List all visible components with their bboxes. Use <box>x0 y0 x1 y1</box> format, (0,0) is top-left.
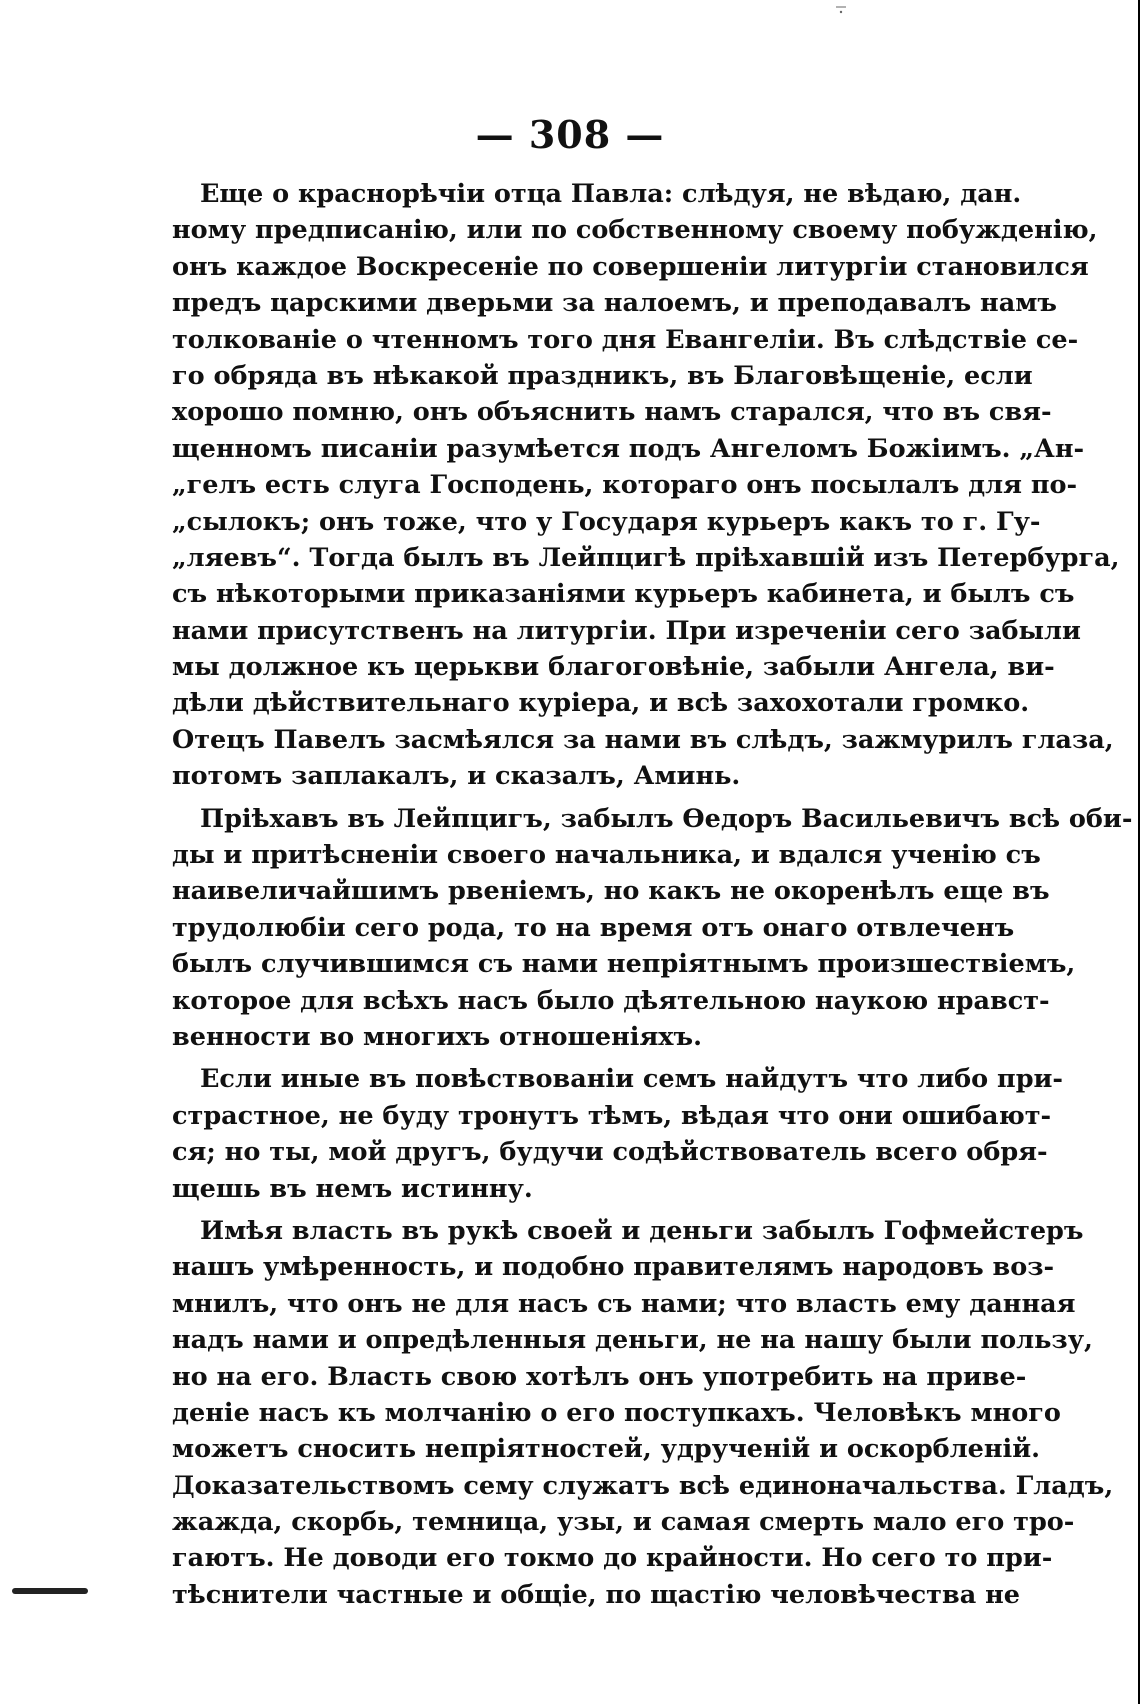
top-margin-mark <box>834 0 848 12</box>
text-line: страстное, не буду тронутъ тѣмъ, вѣдая что они ошибают- <box>172 1100 1052 1131</box>
text-line: щешь въ немъ истинну. <box>172 1173 533 1204</box>
text-line: мы должное къ церькви благоговѣніе, забыли Ангела, ви- <box>172 652 1055 683</box>
text-line: хорошо помню, онъ объяснить намъ старался, что въ свя- <box>172 397 1052 428</box>
text-line: нами присутственъ на литургіи. При изреченіи сего забыли <box>172 615 1081 646</box>
text-line: нашъ умѣренность, и подобно правителямъ народовъ воз- <box>172 1252 1055 1283</box>
text-line: толкованіе о чтенномъ того дня Евангеліи. Въ слѣдствіе се- <box>172 324 1079 355</box>
text-line: венности во многихъ отношеніяхъ. <box>172 1021 702 1052</box>
text-line: трудолюбіи сего рода, то на время отъ онаго отвлеченъ <box>172 912 1015 943</box>
text-line: потомъ заплакалъ, и сказалъ, Аминь. <box>172 761 741 792</box>
text-line: Доказательствомъ сему служатъ всѣ единоначальства. Гладъ, <box>172 1470 1114 1501</box>
paragraph <box>172 176 1120 795</box>
text-line: „гелъ есть слуга Господень, котораго онъ посылалъ для по- <box>172 470 1078 501</box>
text-line: Еще о краснорѣчіи отца Павла: слѣдуя, не вѣдаю, дан. <box>200 179 1022 209</box>
text-line: дѣли дѣйствительнаго куріера, и всѣ захохотали громко. <box>172 688 1030 719</box>
text-line: онъ каждое Воскресеніе по совершеніи литургіи становился <box>172 251 1089 282</box>
text-line: надъ нами и опредѣленныя деньги, не на нашу были пользу, <box>172 1325 1093 1356</box>
text-line: Отецъ Павелъ засмѣялся за нами въ слѣдъ, зажмурилъ глаза, <box>172 724 1114 755</box>
text-line: гаютъ. Не доводи его токмо до крайности. Но сего то при- <box>172 1543 1053 1574</box>
text-line: наивеличайшимъ рвеніемъ, но какъ не окоренѣлъ еще въ <box>172 876 1050 907</box>
paragraph <box>172 801 1133 1056</box>
text-line: „сылокъ; онъ тоже, что у Государя курьеръ какъ то г. Гу- <box>172 506 1041 537</box>
text-line: былъ случившимся съ нами непріятнымъ произшествіемъ, <box>172 949 1076 980</box>
text-line: но на его. Власть свою хотѣлъ онъ употребить на приве- <box>172 1361 1027 1392</box>
text-line: го обряда въ нѣкакой праздникъ, въ Благовѣщеніе, если <box>172 360 1033 391</box>
body-text <box>172 176 1133 1619</box>
text-line: щенномъ писаніи разумѣется подъ Ангеломъ Божіимъ. „Ан- <box>172 433 1085 464</box>
text-line: тѣснители частные и общіе, по щастію человѣчества не <box>172 1579 1020 1610</box>
text-line: деніе насъ къ молчанію о его поступкахъ. Человѣкъ много <box>172 1397 1061 1428</box>
text-line: ному предписанію, или по собственному своему побужденію, <box>172 215 1098 246</box>
text-line: съ нѣкоторыми приказаніями курьеръ кабинета, и былъ съ <box>172 579 1075 610</box>
text-line: мнилъ, что онъ не для насъ съ нами; что власть ему данная <box>172 1288 1076 1319</box>
text-line: ды и притѣсненіи своего начальника, и вдался ученію съ <box>172 840 1041 871</box>
text-line: Если иные въ повѣствованіи семъ найдутъ что либо при- <box>200 1064 1064 1095</box>
text-line: которое для всѣхъ насъ было дѣятельною наукою нравст- <box>172 985 1050 1016</box>
text-line: жажда, скорбь, темница, узы, и самая смерть мало его тро- <box>172 1507 1075 1538</box>
text-line: Имѣя власть въ рукѣ своей и деньги забылъ Гофмейстеръ <box>200 1215 1084 1246</box>
page-number: — 308 — <box>475 112 665 157</box>
text-line: можетъ сносить непріятностей, удрученій и оскорбленій. <box>172 1434 1041 1465</box>
text-line: „ляевъ“. Тогда былъ въ Лейпцигѣ пріѣхавшій изъ Петербурга, <box>172 542 1120 573</box>
paragraph <box>172 1213 1114 1613</box>
text-line: ся; но ты, мой другъ, будучи содѣйствователь всего обря- <box>172 1137 1048 1168</box>
margin-dash-mark <box>12 1588 88 1594</box>
text-line: Пріѣхавъ въ Лейпцигъ, забылъ Ѳедоръ Васильевичъ всѣ оби- <box>200 803 1133 834</box>
text-line: предъ царскими дверьми за налоемъ, и преподавалъ намъ <box>172 288 1057 319</box>
paragraph <box>172 1061 1064 1207</box>
